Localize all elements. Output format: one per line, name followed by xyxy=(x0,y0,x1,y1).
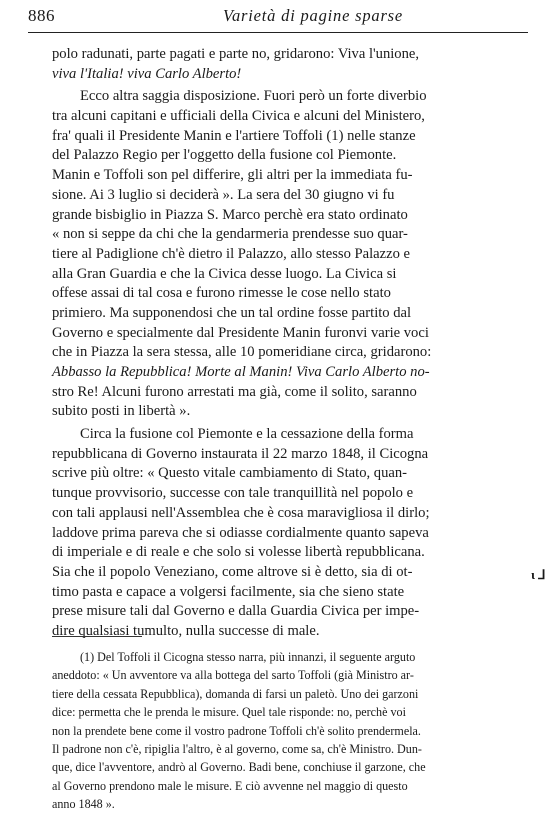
text-line: sione. Ai 3 luglio si deciderà ». La sera del 30 giugno vi fu xyxy=(52,186,395,203)
text-line: tunque provvisorio, successe con tale tranquillità nel popolo e xyxy=(52,485,414,502)
footnote-line: anno 1848 ». xyxy=(52,797,115,812)
text-line: offese assai di tal cosa e furono rimesse le cose nello stato xyxy=(52,285,391,302)
text-line: subito posti in libertà ». xyxy=(52,403,191,420)
text-line: tiere al Padiglione ch'è dietro il Palazzo, allo stesso Palazzo e xyxy=(52,245,411,262)
text-line: viva l'Italia! viva Carlo Alberto! xyxy=(52,65,242,82)
text-line: scrive più oltre: « Questo vitale cambiamento di Stato, quan- xyxy=(52,465,408,482)
page-number: 886 xyxy=(28,6,55,25)
text-line: polo radunati, parte pagati e parte no, gridarono: Viva l'unione, xyxy=(52,46,420,62)
text-line: repubblicana di Governo instaurata il 22 marzo 1848, il Cicogna xyxy=(52,445,429,462)
header-rule xyxy=(28,32,528,33)
footnote xyxy=(52,648,528,814)
text-line: timo pasta e capace a volgersi facilmente, sia che sieno state xyxy=(52,583,405,600)
text-line: Abbasso la Repubblica! Morte al Manin! Viva Carlo Alberto no- xyxy=(52,364,430,380)
footnote-rule xyxy=(52,636,142,637)
text-line: laddove prima pareva che si odiasse cordialmente quanto sapeva xyxy=(52,524,429,541)
text-line: del Palazzo Regio per l'oggetto della fusione col Piemonte. xyxy=(52,147,397,164)
text-line: Manin e Toffoli son pel differire, gli altri per la immediata fu- xyxy=(52,167,413,184)
text-line: alla Gran Guardia e che la Civica desse luogo. La Civica si xyxy=(52,265,397,282)
footnote-line: al Governo prendono male le misure. E ciò avvenne nel maggio di questo xyxy=(52,778,408,793)
page-header xyxy=(28,4,528,30)
footnote-line: (1) Del Toffoli il Cicogna stesso narra, più innanzi, il seguente arguto xyxy=(80,650,416,664)
footnote-line: tiere della cessata Repubblica), domanda di farsi un paletò. Uno dei garzoni xyxy=(52,686,419,701)
footnote-line: que, dice l'avventore, andrò al Governo. Badi bene, conchiuse il garzone, che xyxy=(52,760,426,775)
footnote-line: Il padrone non c'è, ripiglia l'altro, è al governo, come sa, ch'è Ministro. Dun- xyxy=(52,741,422,756)
text-line: Ecco altra saggia disposizione. Fuori però un forte diverbio xyxy=(80,88,427,105)
text-line: Sia che il popolo Veneziano, come altrove si è detto, sia di ot- xyxy=(52,563,413,580)
text-line: dire qualsiasi tumulto, nulla successe di male. xyxy=(52,622,320,639)
text-line: che in Piazza la sera stessa, alle 10 pomeridiane circa, gridarono: xyxy=(52,344,432,361)
text-line: Governo e specialmente dal Presidente Manin furonvi varie voci xyxy=(52,324,429,341)
text-line: grande bisbiglio in Piazza S. Marco perchè era stato ordinato xyxy=(52,206,408,223)
text-line: fra' quali il Presidente Manin e l'artiere Toffoli (1) nelle stanze xyxy=(52,127,416,144)
margin-mark: ι ⅃ xyxy=(531,567,546,582)
text-line: Circa la fusione col Piemonte e la cessazione della forma xyxy=(80,426,414,443)
text-line: prese misure tali dal Governo e dalla Guardia Civica per impe- xyxy=(52,603,420,620)
footnote-line: non la prendete bene come il vostro padrone Toffoli ch'è solito prendermela. xyxy=(52,723,421,738)
running-title: Varietà di pagine sparse xyxy=(222,6,404,25)
text-line: di imperiale e di reale e che solo si volesse libertà repubblicana. xyxy=(52,544,425,561)
footnote-line: aneddoto: « Un avventore va alla bottega del sarto Toffoli (già Ministro ar- xyxy=(52,668,414,683)
footnote-line: dice: permetta che le prenda le misure. Quel tale risponde: no, perchè voi xyxy=(52,705,406,720)
text-line: « non si seppe da chi che la gendarmeria prendesse suo quar- xyxy=(52,226,408,243)
text-line: tra alcuni capitani e ufficiali della Civica e alcuni del Ministero, xyxy=(52,108,425,125)
text-line: con tali applausi nell'Assemblea che è cosa maravigliosa il dirlo; xyxy=(52,504,430,521)
text-line: stro Re! Alcuni furono arrestati ma già, come il solito, saranno xyxy=(52,383,417,400)
text-line: primiero. Ma supponendosi che un tal ordine fosse partito dal xyxy=(52,304,412,321)
main-text xyxy=(52,45,528,642)
